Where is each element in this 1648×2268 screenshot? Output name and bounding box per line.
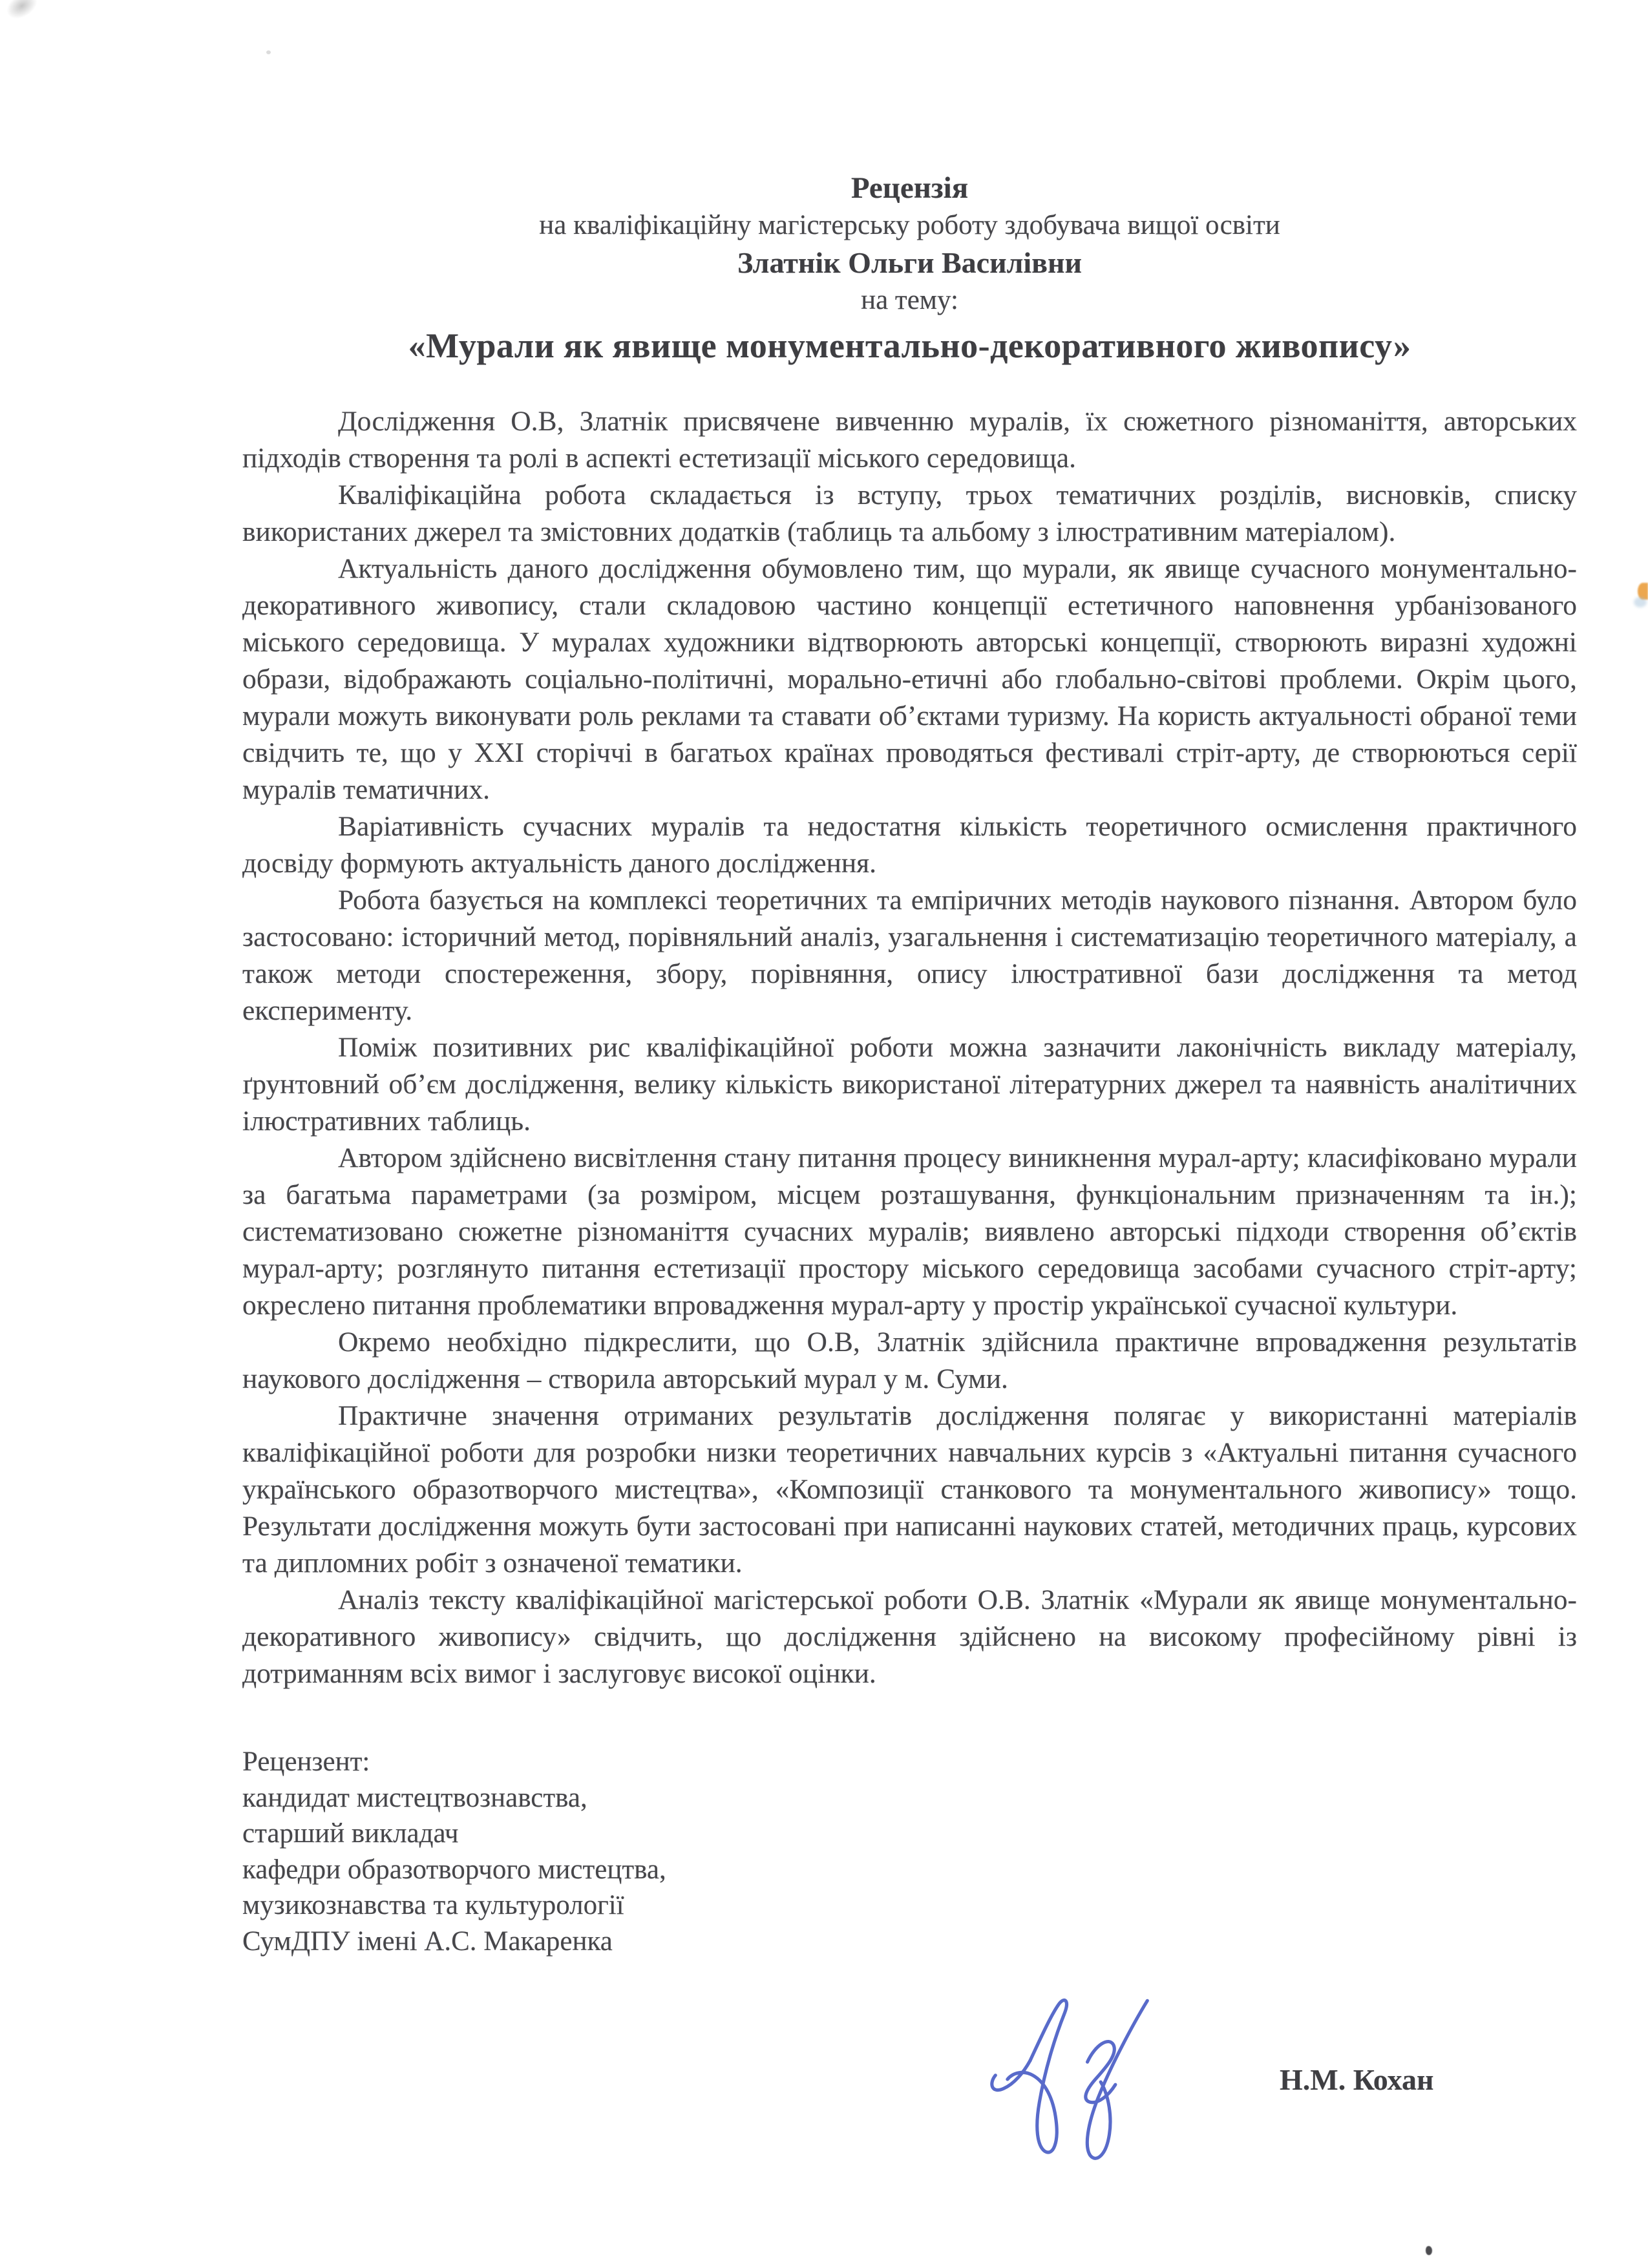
paragraph: Поміж позитивних рис кваліфікаційної роботи можна зазначити лаконічність викладу матеріалу, ґрунтовний об’єм дослідження, велику кількість використаної літературних джерел та наявність аналітичних ілюстративних таблиць. [242,1032,1577,1137]
paragraph: Кваліфікаційна робота складається із вступу, трьох тематичних розділів, висновків, списку використаних джерел та змістовних додатків (таблиць та альбому з ілюстративним матеріалом). [242,479,1577,547]
reviewer-degree: кандидат мистецтвознавства, [242,1782,587,1813]
reviewer-credentials-block [242,1744,1577,1959]
signer-name: Н.М. Кохан [1280,2063,1434,2096]
header-topic-label: на тему: [861,285,958,315]
scan-fleck-artifact [266,50,271,54]
header-title-word: Рецензія [850,171,969,205]
review-body [242,403,1577,1692]
document-header [242,169,1577,367]
document-content [242,169,1577,1959]
thesis-title: «Мурали як явище монументально-декоративного живопису» [408,326,1411,365]
handwritten-signature-icon [989,1995,1162,2165]
ink-dot-artifact [1426,2246,1432,2255]
paragraph: Дослідження О.В, Златнік присвячене вивченню муралів, їх сюжетного різноманіття, авторських підходів створення та ролі в аспекті естетизації міського середовища. [242,406,1577,474]
paragraph: Аналіз тексту кваліфікаційної магістерської роботи О.В. Златнік «Мурали як явище монументально-декоративного живопису» свідчить, що дослідження здійснено на високому професійному рівні із дотриманням всіх вимог і заслуговує високої оцінки. [242,1584,1577,1689]
reviewer-department-2: музикознавства та культурології [242,1890,624,1920]
reviewer-department-1: кафедри образотворчого мистецтва, [242,1854,666,1885]
reviewer-university: СумДПУ імені А.С. Макаренка [242,1926,613,1957]
paragraph: Автором здійснено висвітлення стану питання процесу виникнення мурал-арту; класифіковано мурали за багатьма параметрами (за розміром, місцем розташування, функціональним призначенням та ін.); систематизовано сюжетне різноманіття сучасних муралів; виявлено авторські підходи створення об’єктів мурал-арту; розглянуто питання естетизації простору міського середовища засобами сучасного стріт-арту; окреслено питання проблематики впровадження мурал-арту у простір української сучасної культури. [242,1142,1577,1321]
paragraph: Актуальність даного дослідження обумовлено тим, що мурали, як явище сучасного монументально-декоративного живопису, стали складовою частино концепції естетичного наповнення урбанізованого міського середовища. У муралах художники відтворюють авторські концепції, створюють виразні художні образи, відображають соціально-політичні, морально-етичні або глобально-світові проблеми. Окрім цього, мурали можуть виконувати роль реклами та ставати об’єктами туризму. На користь актуальності обраної теми свідчить те, що у XXI сторіччі в багатьох країнах проводяться фестивалі стріт-арту, де створюються серії муралів тематичних. [242,553,1577,805]
header-author-name: Златнік Ольги Василівни [737,246,1083,279]
paragraph: Окремо необхідно підкреслити, що О.В, Златнік здійснила практичне впровадження результатів наукового дослідження – створила авторський мурал у м. Суми. [242,1327,1577,1394]
paragraph: Варіативність сучасних муралів та недостатня кількість теоретичного осмислення практичного досвіду формують актуальність даного дослідження. [242,811,1577,879]
scan-smudge-artifact [2,0,42,24]
paragraph: Практичне значення отриманих результатів дослідження полягає у використанні матеріалів кваліфікаційної роботи для розробки низки теоретичних навчальних курсів з «Актуальні питання сучасного українського образотворчого мистецтва», «Композиції станкового та монументального живопису» тощо. Результати дослідження можуть бути застосовані при написанні наукових статей, методичних праць, курсових та дипломних робіт з означеної тематики. [242,1400,1577,1579]
scan-edge-mark-tail-artifact [1634,597,1647,607]
paragraph: Робота базується на комплексі теоретичних та емпіричних методів наукового пізнання. Автором було застосовано: історичний метод, порівняльний аналіз, узагальнення і систематизацію теоретичного матеріалу, а також методи спостереження, збору, порівняння, опису ілюстративної бази дослідження та метод експерименту. [242,885,1577,1026]
reviewer-position: старший викладач [242,1818,459,1849]
header-subtitle: на кваліфікаційну магістерську роботу здобувача вищої освіти [539,210,1280,240]
reviewer-label: Рецензент: [242,1747,370,1777]
